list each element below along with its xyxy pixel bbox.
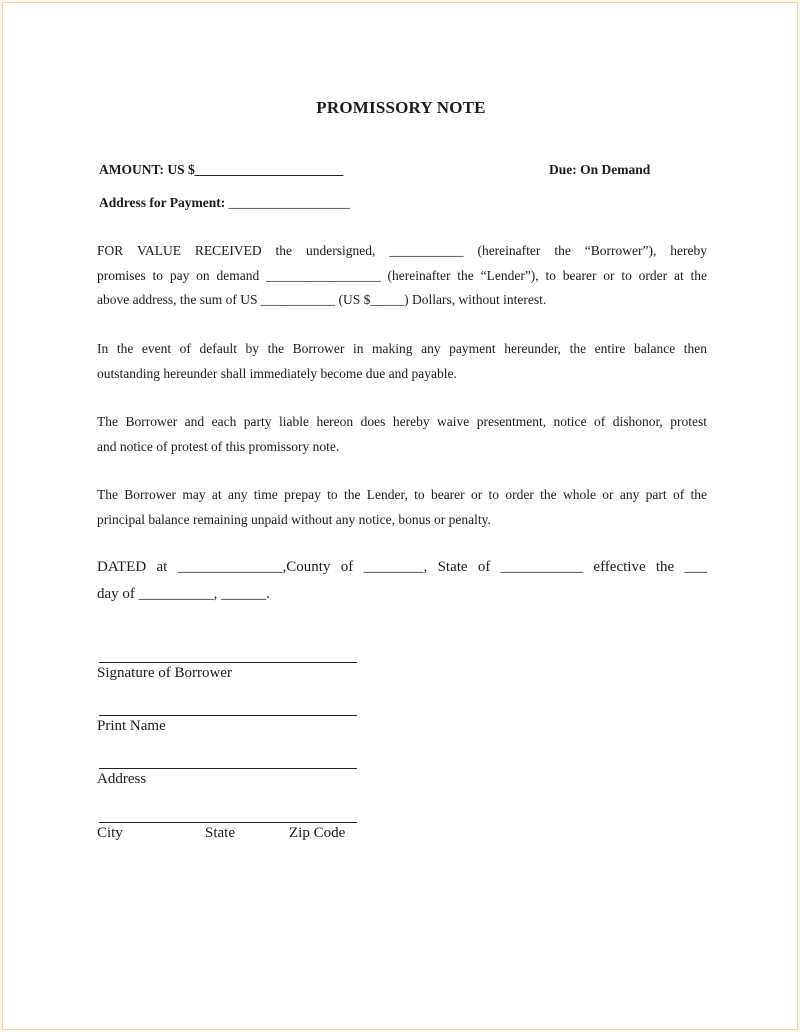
amount-blank: ______________________	[194, 162, 344, 177]
paragraph-line: promises to pay on demand _________________ (hereinafter the “Lender”), to bearer or to order at the	[97, 267, 707, 283]
zip-code-label: Zip Code	[289, 825, 346, 841]
amount-label: AMOUNT: US $	[99, 162, 195, 177]
paragraph-line: In the event of default by the Borrower in making any payment hereunder, the entire balance then	[97, 341, 707, 356]
paragraph-line: outstanding hereunder shall immediately become due and payable.	[97, 365, 457, 381]
document-page	[2, 2, 798, 1030]
value-received-paragraph	[97, 239, 707, 313]
signature-line	[99, 662, 357, 663]
paragraph-line: The Borrower may at any time prepay to the Lender, to bearer or to order the whole or any part of the	[97, 487, 707, 502]
dated-section	[97, 554, 707, 608]
city-state-zip-line	[99, 822, 357, 823]
print-name-label: Print Name	[97, 718, 166, 734]
dated-line: DATED at ______________,County of ________, State of ___________ effective the ___	[97, 559, 707, 575]
amount-row	[99, 162, 343, 178]
address-for-payment-blank: __________________	[228, 195, 351, 210]
paragraph-line: FOR VALUE RECEIVED the undersigned, ___________ (hereinafter the “Borrower”), hereby	[97, 243, 707, 258]
paragraph-line: above address, the sum of US ___________ (US $_____) Dollars, without interest.	[97, 292, 547, 307]
dated-line: day of __________, ______.	[97, 586, 270, 602]
address-line	[99, 768, 357, 769]
paragraph-line: principal balance remaining unpaid without any notice, bonus or penalty.	[97, 511, 491, 527]
address-for-payment-label: Address for Payment:	[99, 195, 226, 210]
state-label: State	[205, 825, 235, 841]
city-label: City	[97, 825, 123, 841]
address-for-payment-row	[99, 195, 350, 211]
due-label: Due: On Demand	[549, 162, 651, 177]
paragraph-line: and notice of protest of this promissory note.	[97, 438, 340, 454]
address-label: Address	[97, 771, 147, 787]
prepayment-paragraph	[97, 483, 707, 532]
paragraph-line: The Borrower and each party liable hereon does hereby waive presentment, notice of dishonor, protest	[97, 414, 707, 429]
default-paragraph	[97, 337, 707, 386]
document-title: PROMISSORY NOTE	[316, 98, 486, 117]
print-name-line	[99, 715, 357, 716]
signature-label: Signature of Borrower	[97, 665, 232, 681]
waiver-paragraph	[97, 410, 707, 459]
